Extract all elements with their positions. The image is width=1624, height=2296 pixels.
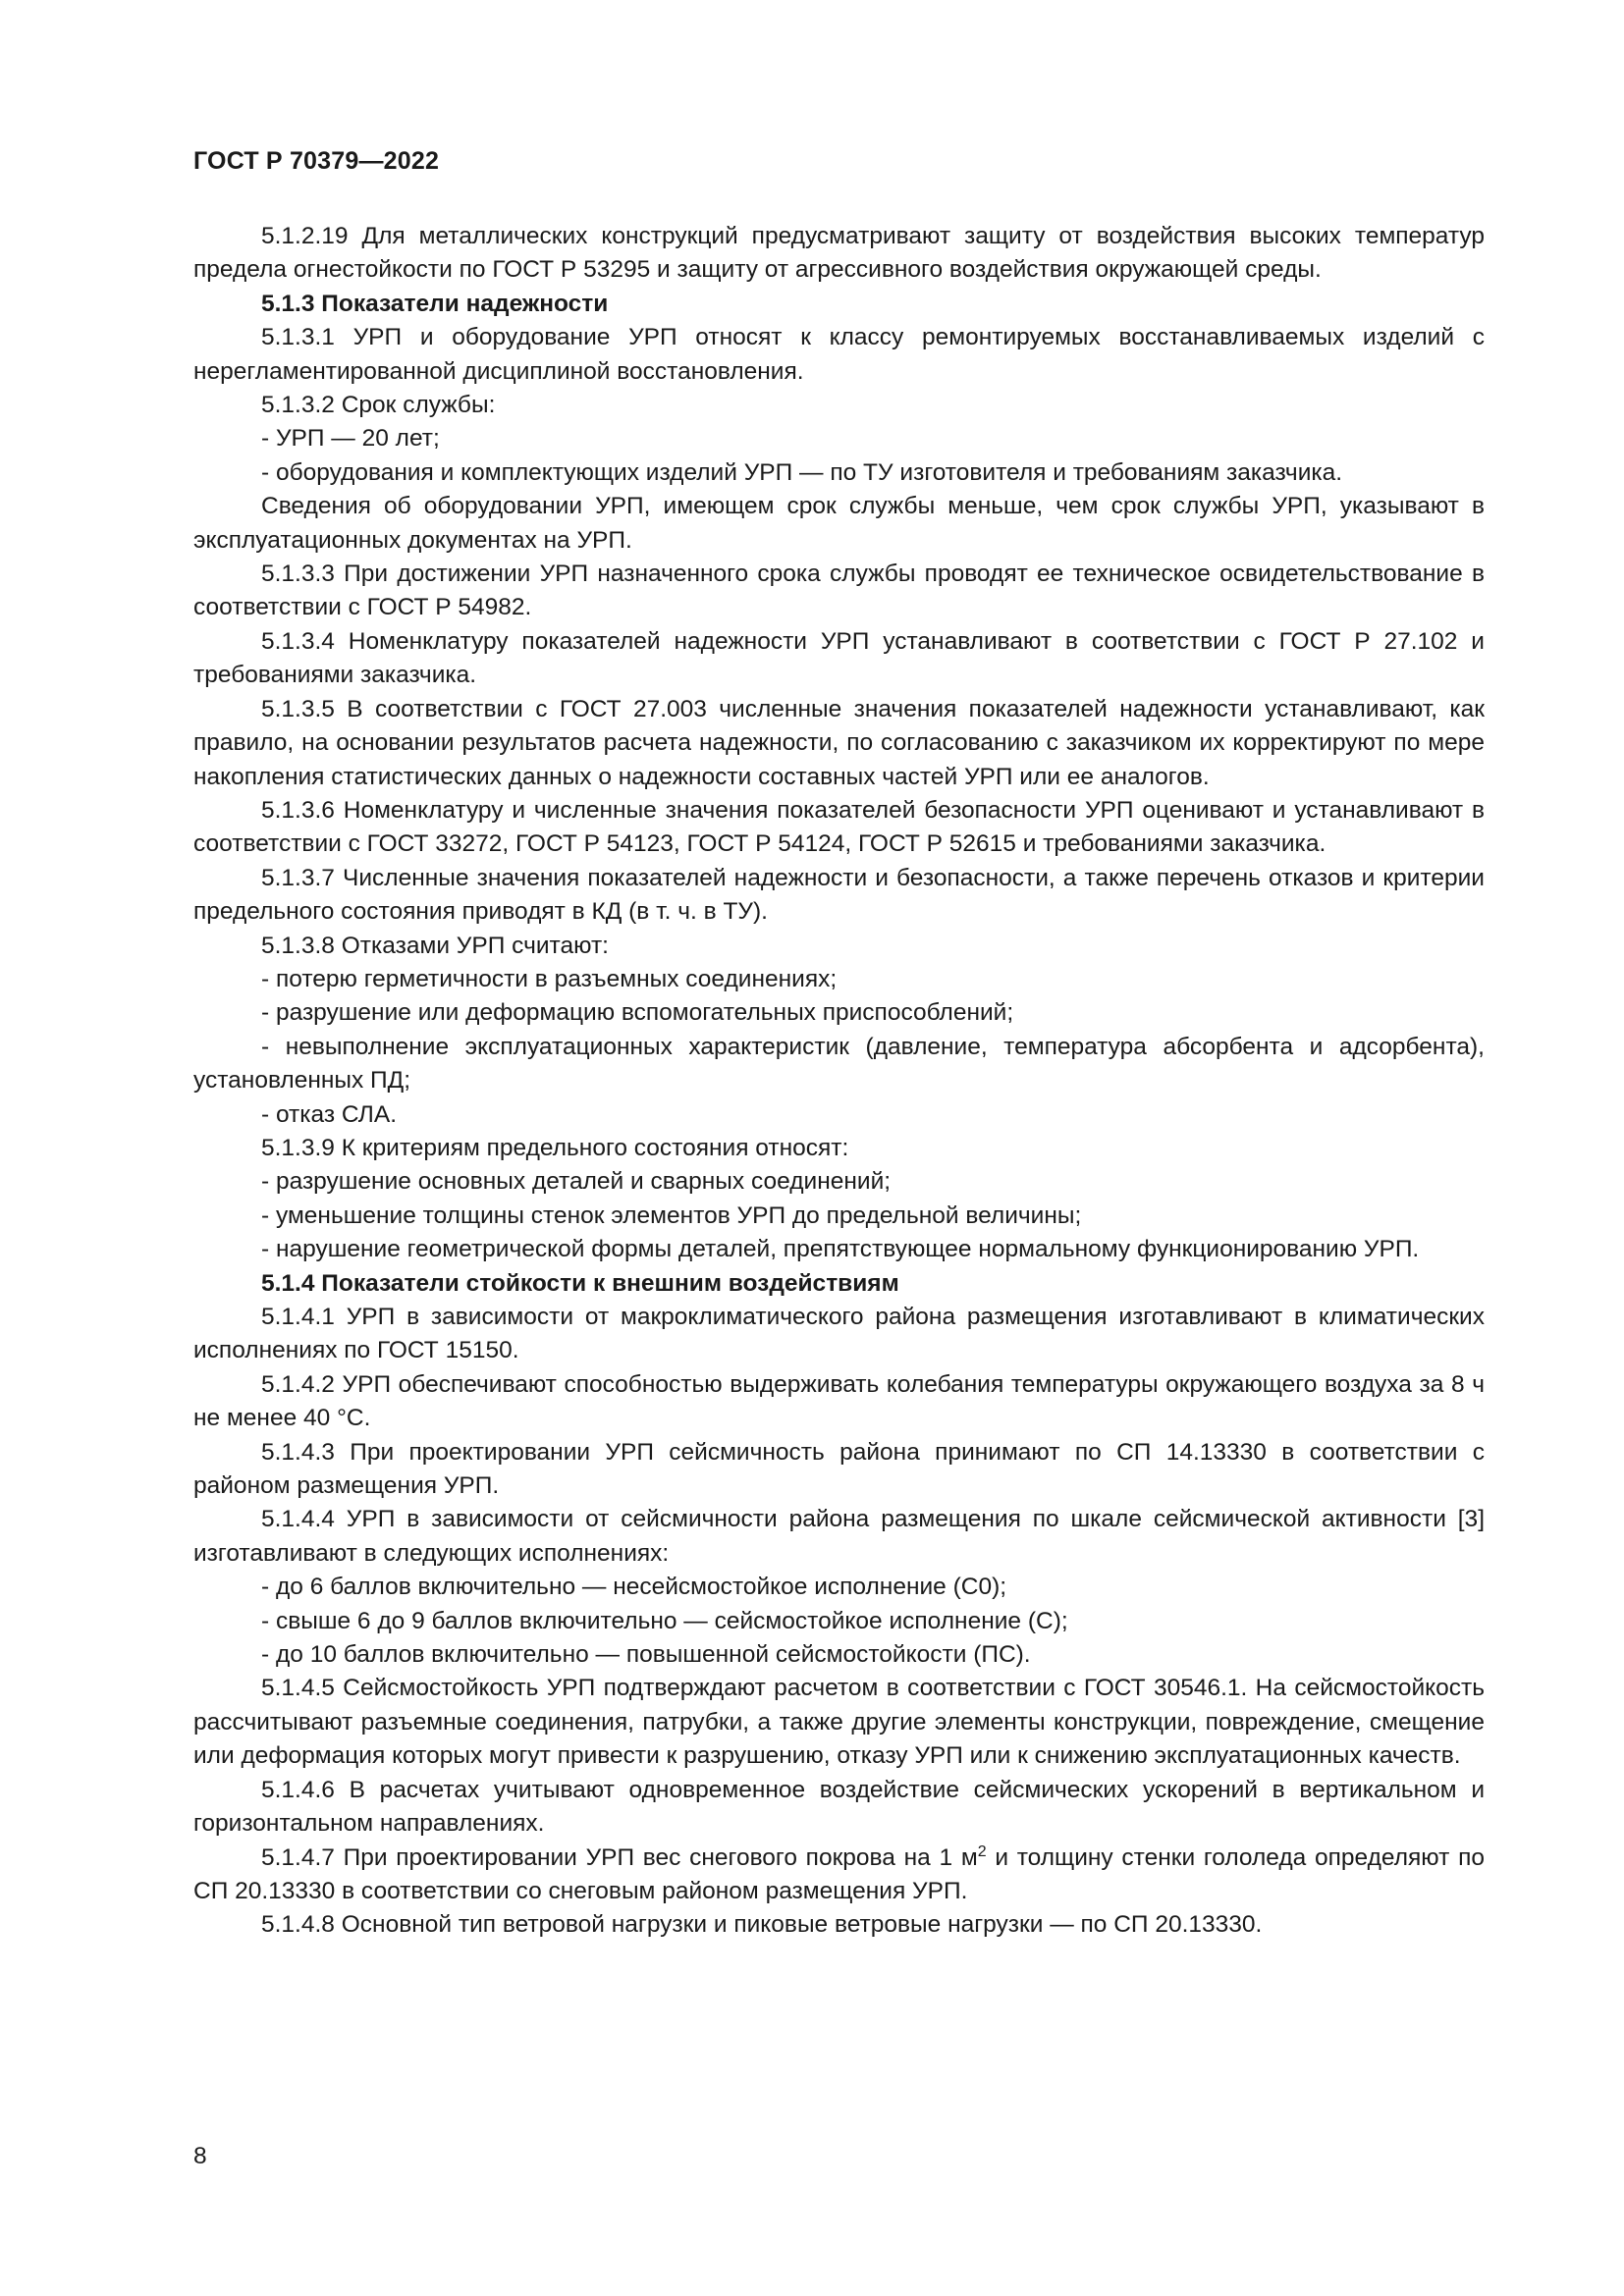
paragraph-5-1-4-4: 5.1.4.4 УРП в зависимости от сейсмичности района размещения по шкале сейсмической активности [3] изготавливают в следующих исполнениях: — [193, 1506, 1485, 1567]
paragraph-5-1-3-3: 5.1.3.3 При достижении УРП назначенного срока службы проводят ее техническое освидетельствование в соответствии с ГОСТ Р 54982. — [193, 561, 1485, 621]
document-header-id: ГОСТ Р 70379—2022 — [193, 147, 440, 175]
paragraph-5-1-3-2: 5.1.3.2 Срок службы: — [261, 392, 496, 419]
list-item: - до 10 баллов включительно — повышенной сейсмостойкости (ПС). — [261, 1641, 1031, 1669]
paragraph-5-1-4-7-part-b: и толщину стенки гололеда определяют по СП 20.13330 в соответствии со снеговым районом размещения УРП. — [193, 1843, 1485, 1904]
paragraph-5-1-4-7-part-a: 5.1.4.7 При проектировании УРП вес снегового покрова на 1 м — [261, 1843, 978, 1871]
list-item: - УРП — 20 лет; — [261, 425, 440, 453]
list-item: - оборудования и комплектующих изделий УРП — по ТУ изготовителя и требованиям заказчика. — [261, 458, 1343, 486]
paragraph-5-1-4-6: 5.1.4.6 В расчетах учитывают одновременное воздействие сейсмических ускорений в вертикальном и горизонтальном направлениях. — [193, 1776, 1485, 1838]
paragraph-5-1-3-1: 5.1.3.1 УРП и оборудование УРП относят к классу ремонтируемых восстанавливаемых изделий с нерегламентированной дисциплиной восстановления. — [193, 324, 1485, 385]
paragraph-5-1-3-5: 5.1.3.5 В соответствии с ГОСТ 27.003 численные значения показателей надежности устанавливают, как правило, на основании результатов расчета надежности, по согласованию с заказчиком их корректируют по мере накопления статистических данных о надежности составных частей УРП или ее аналогов. — [193, 695, 1485, 790]
paragraph-5-1-3-4: 5.1.3.4 Номенклатуру показателей надежности УРП устанавливают в соответствии с ГОСТ Р 27.102 и требованиями заказчика. — [193, 627, 1485, 689]
list-item: - уменьшение толщины стенок элементов УРП до предельной величины; — [261, 1201, 1082, 1229]
paragraph-5-1-3-9: 5.1.3.9 К критериям предельного состояния относят: — [261, 1134, 849, 1161]
list-item: - разрушение или деформацию вспомогательных приспособлений; — [261, 999, 1014, 1027]
document-body — [193, 220, 1485, 1943]
page-number: 8 — [193, 2143, 207, 2169]
paragraph-5-1-4-3: 5.1.4.3 При проектировании УРП сейсмичность района принимают по СП 14.13330 в соответствии с районом размещения УРП. — [193, 1438, 1485, 1500]
list-item: - разрушение основных деталей и сварных соединений; — [261, 1168, 892, 1196]
paragraph-5-1-4-5: 5.1.4.5 Сейсмостойкость УРП подтверждают расчетом в соответствии с ГОСТ 30546.1. На сейсмостойкость рассчитывают разъемные соединения, патрубки, а также другие элементы конструкции, повреждение, смещение или деформация которых могут привести к разрушению, отказу УРП или к снижению эксплуатационных качеств. — [193, 1675, 1485, 1770]
list-item: - потерю герметичности в разъемных соединениях; — [261, 965, 838, 992]
paragraph-5-1-3-6: 5.1.3.6 Номенклатуру и численные значения показателей безопасности УРП оценивают и устанавливают в соответствии с ГОСТ 33272, ГОСТ Р 54123, ГОСТ Р 54124, ГОСТ Р 52615 и требованиями заказчика. — [193, 796, 1485, 858]
list-item: - свыше 6 до 9 баллов включительно — сейсмостойкое исполнение (С); — [261, 1607, 1068, 1634]
paragraph-5-1-4-2: 5.1.4.2 УРП обеспечивают способностью выдерживать колебания температуры окружающего воздуха за 8 ч не менее 40 °С. — [193, 1370, 1485, 1432]
paragraph-5-1-2-19: 5.1.2.19 Для металлических конструкций предусматривают защиту от воздействия высоких температур предела огнестойкости по ГОСТ Р 53295 и защиту от агрессивного воздействия окружающей среды. — [193, 223, 1485, 284]
section-heading-5-1-3: 5.1.3 Показатели надежности — [261, 290, 609, 317]
list-item-wrapped: - нарушение геометрической формы деталей, препятствующее нормальному функционированию УРП. — [261, 1236, 1420, 1263]
paragraph-5-1-3-7: 5.1.3.7 Численные значения показателей надежности и безопасности, а также перечень отказов и критерии предельного состояния приводят в КД (в т. ч. в ТУ). — [193, 864, 1485, 926]
section-heading-5-1-4: 5.1.4 Показатели стойкости к внешним воздействиям — [261, 1269, 899, 1297]
list-item-wrapped: - невыполнение эксплуатационных характеристик (давление, температура абсорбента и адсорбента), установленных ПД; — [193, 1033, 1485, 1095]
paragraph-5-1-4-8: 5.1.4.8 Основной тип ветровой нагрузки и пиковые ветровые нагрузки — по СП 20.13330. — [261, 1911, 1263, 1939]
paragraph-5-1-3-2-note: Сведения об оборудовании УРП, имеющем срок службы меньше, чем срок службы УРП, указывают в эксплуатационных документах на УРП. — [193, 493, 1485, 554]
list-item: - до 6 баллов включительно — несейсмостойкое исполнение (С0); — [261, 1574, 1007, 1601]
paragraph-5-1-3-8: 5.1.3.8 Отказами УРП считают: — [261, 932, 609, 959]
paragraph-5-1-4-7 — [193, 1842, 1485, 1909]
list-item: - отказ СЛА. — [261, 1100, 398, 1128]
paragraph-5-1-4-1: 5.1.4.1 УРП в зависимости от макроклиматического района размещения изготавливают в климатических исполнениях по ГОСТ 15150. — [193, 1304, 1485, 1364]
superscript-squared: 2 — [977, 1842, 987, 1860]
